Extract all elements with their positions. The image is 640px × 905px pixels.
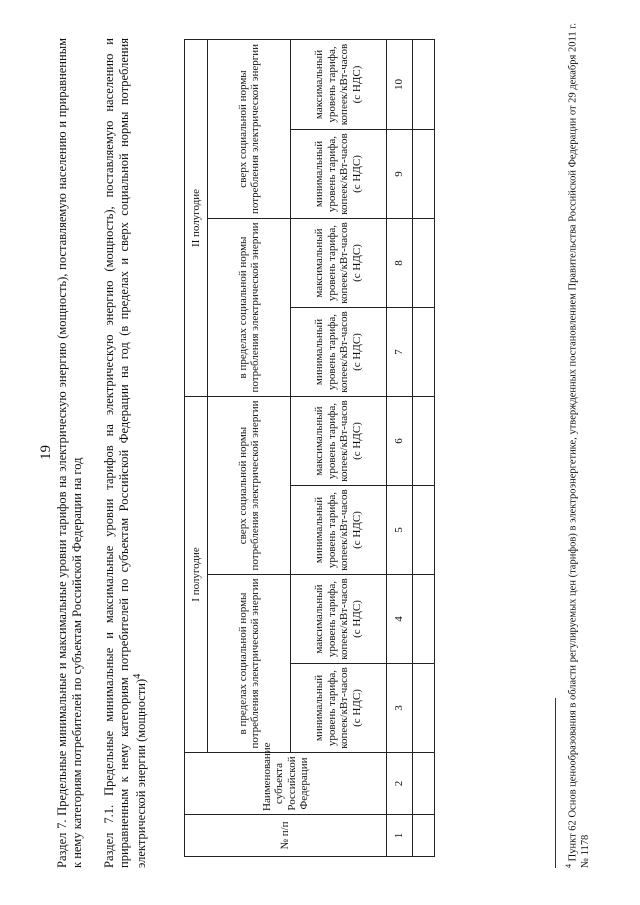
header-row-norms <box>208 39 290 856</box>
table-cell <box>412 308 434 397</box>
table-cell <box>412 486 434 575</box>
column-number: 6 <box>387 397 412 486</box>
column-number: 1 <box>387 815 412 857</box>
header-h1-above-norm: сверх социальной нормы потребления электрической энергии <box>208 397 290 575</box>
table-cell <box>412 575 434 664</box>
column-number-row <box>387 39 412 856</box>
header-h1-within-norm: в пределах социальной нормы потребления электрической энергии <box>208 575 290 753</box>
header-h1-within-min: минимальный уровень тарифа, копеек/кВт-часов (с НДС) <box>290 664 387 753</box>
header-h2-above-min: минимальный уровень тарифа, копеек/кВт-часов (с НДС) <box>290 130 387 219</box>
page-number: 19 <box>38 445 54 460</box>
header-h2-above-max: максимальный уровень тарифа, копеек/кВт-часов (с НДС) <box>290 39 387 129</box>
header-half-2: II полугодие <box>185 39 208 396</box>
header-h1-above-min: минимальный уровень тарифа, копеек/кВт-часов (с НДС) <box>290 486 387 575</box>
section-7-1-heading-text: Раздел 7.1. Предельные минимальные и максимальные уровни тарифов на электрическую энергию (мощность), поставляемую населению и приравненным к нему категориям потребителей по субъектам Российской Федерации на год (в пределах и сверх социальной нормы потребления электрической энергии (мощности) <box>102 38 149 868</box>
table-cell <box>412 39 434 129</box>
header-subject: Наименование субъекта Российской Федерации <box>185 753 387 815</box>
header-h2-above-norm: сверх социальной нормы потребления электрической энергии <box>208 39 290 218</box>
header-h1-within-max: максимальный уровень тарифа, копеек/кВт-часов (с НДС) <box>290 575 387 664</box>
table-cell <box>412 664 434 753</box>
column-number: 8 <box>387 219 412 308</box>
footnote-marker: 4 <box>564 864 573 868</box>
table-cell <box>412 397 434 486</box>
column-number: 10 <box>387 39 412 129</box>
header-h1-above-max: максимальный уровень тарифа, копеек/кВт-часов (с НДС) <box>290 397 387 486</box>
column-number: 9 <box>387 130 412 219</box>
header-half-1: I полугодие <box>185 397 208 753</box>
column-number: 5 <box>387 486 412 575</box>
table-row <box>412 39 434 856</box>
table-cell <box>412 815 434 857</box>
section-7-heading: Раздел 7. Предельные минимальные и максимальные уровни тарифов на электрическую энергию (мощность), поставляемую населению и приравненным к нему категориям потребителей по субъектам Российской Федерации на год <box>55 38 84 868</box>
header-row-levels <box>290 39 387 856</box>
header-h2-within-norm: в пределах социальной нормы потребления электрической энергии <box>208 219 290 397</box>
footnote <box>563 23 593 868</box>
table-cell <box>412 753 434 815</box>
table-cell <box>412 219 434 308</box>
footnote-text: Пункт 62 Основ ценообразования в области регулируемых цен (тарифов) в электроэнергетике, утвержденных постановлением Правительства Российской Федерации от 29 декабря 2011 г. № 1178 <box>567 22 591 868</box>
header-h2-within-min: минимальный уровень тарифа, копеек/кВт-часов (с НДС) <box>290 308 387 397</box>
column-number: 4 <box>387 575 412 664</box>
footnote-reference: 4 <box>132 673 143 679</box>
header-row-halves <box>185 39 208 856</box>
footnote-separator <box>555 698 556 868</box>
header-h2-within-max: максимальный уровень тарифа, копеек/кВт-часов (с НДС) <box>290 219 387 308</box>
column-number: 2 <box>387 753 412 815</box>
column-number: 3 <box>387 664 412 753</box>
tariff-table <box>184 39 435 857</box>
header-number: № п/п <box>185 815 387 857</box>
column-number: 7 <box>387 308 412 397</box>
section-7-1-heading <box>102 38 149 868</box>
table-cell <box>412 130 434 219</box>
